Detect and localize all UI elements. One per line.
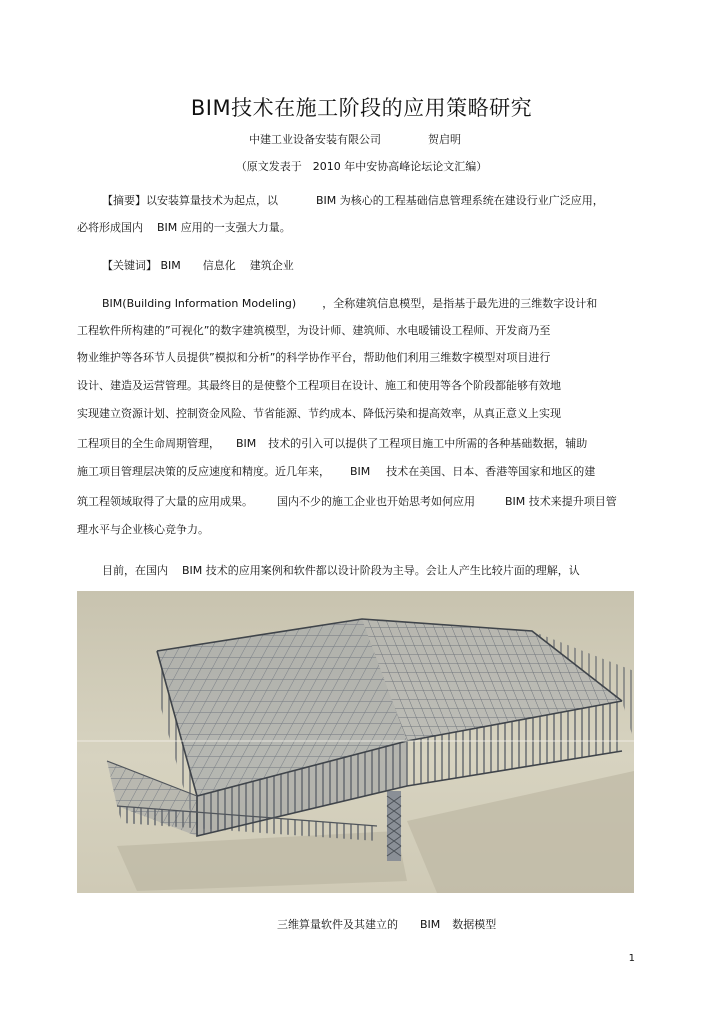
body-text: BIM [236,437,257,450]
abstract-line-2 [77,221,291,235]
body-text: 施工项目管理层决策的反应速度和精度。近几年来， [77,465,330,478]
body-text: 工程项目的全生命周期管理， [77,437,220,450]
body-text: BIM [350,465,371,478]
body-text: ，全称建筑信息模型，是指基于最先进的三维数字设计和 [322,297,598,310]
steel-frame-render [77,591,634,893]
keywords-line [102,259,294,273]
caption-text: 数据模型 [452,918,497,931]
body-text: BIM 技术的应用案例和软件都以设计阶段为主导。会让人产生比较片面的理解，认 [182,564,580,577]
body-line-9: 理水平与企业核心竞争力。 [77,523,209,536]
body-line-3: 物业维护等各环节人员提供”模拟和分析”的科学协作平台，帮助他们利用三维数字模型对项目进行 [77,351,551,364]
body-text: BIM(Building Information Modeling) [102,297,297,310]
body-line-7 [77,465,595,479]
abstract-text: BIM 为核心的工程基础信息管理系统在建设行业广泛应用， [316,194,604,207]
body-text: 国内不少的施工企业也开始思考如何应用 [277,495,475,508]
source-note: （原文发表于 2010 年中安协高峰论坛论文汇编） [235,160,488,173]
body-text: BIM 技术来提升项目管 [505,495,617,508]
body-line-2: 工程软件所构建的”可视化”的数字建筑模型，为设计师、建筑师、水电暖铺设工程师、开发商乃至 [77,324,551,337]
body-line-5: 实现建立资源计划、控制资金风险、节省能源、节约成本、降低污染和提高效率，从真正意义上实现 [77,407,561,420]
abstract-text: BIM 应用的一支强大力量。 [157,221,291,234]
abstract-text: 【摘要】以安装算量技术为起点，以 [102,194,278,207]
body-line-8 [77,495,617,509]
body-text: 目前，在国内 [102,564,168,577]
body-line-1 [102,297,597,311]
body-line-6 [77,437,587,451]
page-number: 1 [628,953,635,964]
bim-model-figure [77,591,634,893]
keyword: 建筑企业 [249,259,294,272]
author-company: 中建工业设备安装有限公司 [249,133,381,146]
body-line-4: 设计、建造及运营管理。其最终目的是使整个工程项目在设计、施工和使用等各个阶段都能够有效地 [77,379,561,392]
body-text: 技术在美国、日本、香港等国家和地区的建 [386,465,596,478]
body-text: 筑工程领域取得了大量的应用成果。 [77,495,253,508]
body-text: 技术的引入可以提供了工程项目施工中所需的各种基础数据，辅助 [268,437,588,450]
author-name: 贺启明 [428,133,461,146]
keyword: 信息化 [202,259,236,272]
abstract-line-1 [102,194,604,208]
document-title: BIM技术在施工阶段的应用策略研究 [190,96,533,120]
keywords-label: 【关键词】 BIM [102,259,181,272]
body-line-10 [102,564,580,578]
abstract-text: 必将形成国内 [77,221,143,234]
caption-text: 三维算量软件及其建立的 [277,918,398,931]
caption-text: BIM [420,918,441,931]
figure-caption [277,916,496,932]
